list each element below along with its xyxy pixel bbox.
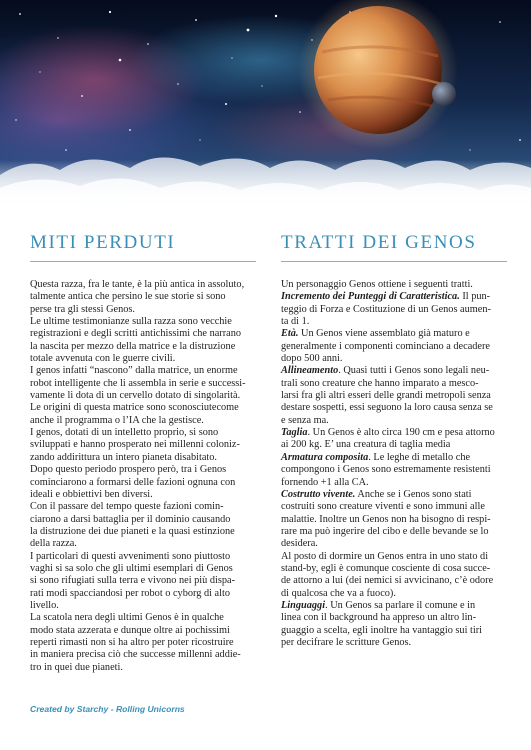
trait-text: generalmente i componenti cominciano a decadere	[281, 340, 490, 352]
body-line: totale avvenuta con le guerre civili.	[30, 353, 176, 365]
body-line	[281, 600, 526, 612]
body-line: ciarono a darsi battaglia per il dominio causando	[30, 513, 231, 525]
body-line	[281, 588, 526, 600]
credit-line: Created by Starchy - Rolling Unicorns	[30, 704, 185, 714]
body-line: reperti rimasti non si ha altro per poter ricostruire	[30, 636, 234, 648]
trait-text: Un Genos viene assemblato già maturo e	[298, 328, 470, 340]
trait-text: dopo 500 anni.	[281, 353, 343, 365]
body-line: La scatola nera degli ultimi Genos è in qualche	[30, 612, 224, 624]
trait-text: . Le leghe di metallo che	[368, 451, 471, 463]
body-line: I genos, dotati di un intelletto proprio, si sono	[30, 427, 219, 439]
body-line	[281, 625, 526, 637]
body-line	[281, 575, 526, 587]
trait-label: Allineamento	[281, 365, 339, 377]
trait-text: guaggio a scelta, egli inoltre ha vantaggio sui tiri	[281, 624, 483, 636]
trait-text: rare ma può ingerire del cibo e delle bevande se lo	[281, 525, 489, 537]
body-line	[281, 353, 526, 365]
trait-text: per decifrare le scritture Genos.	[281, 636, 412, 648]
body-line	[281, 551, 526, 563]
body-line: robot intelligente che li assembla in serie e successi-	[30, 377, 246, 389]
space-planet-illustration	[0, 0, 531, 225]
trait-text: Il pun-	[459, 291, 491, 303]
body-line	[281, 427, 526, 439]
body-line	[281, 489, 526, 501]
body-line	[281, 304, 526, 316]
body-line	[281, 501, 526, 513]
body-line	[281, 526, 526, 538]
trait-text: malattie. Inoltre un Genos non ha bisogno di respi-	[281, 513, 491, 525]
body-line: vaghi si sa solo che gli ultimi esemplari di Genos	[30, 562, 233, 574]
body-line	[281, 378, 526, 390]
miti-perduti-body	[30, 279, 275, 674]
trait-text: . Un Genos sa parlare il comune e in	[325, 599, 476, 611]
trait-text: larsi fra gli altri esseri delle grandi metropoli senza	[281, 390, 491, 402]
trait-text: fornendo +1 alla CA.	[281, 476, 369, 488]
body-line: zando addirittura un intero pianeta disabitato.	[30, 451, 217, 463]
section-tratti-dei-genos	[281, 232, 526, 649]
heading-divider	[30, 261, 256, 262]
trait-text: . Quasi tutti i Genos sono legali neu-	[338, 365, 490, 377]
body-line: Questa razza, fra le tante, è la più antica in assoluto,	[30, 279, 245, 290]
body-line: rati modi spacciandosi per robot o cyborg di alto	[30, 587, 230, 599]
body-line	[281, 291, 526, 303]
body-line: si sono rifugiati sulla terra e vivono nei più dispa-	[30, 575, 236, 587]
body-line: della razza.	[30, 538, 77, 550]
body-line: Dopo questo periodo prospero però, tra i Genos	[30, 464, 227, 476]
body-line: sviluppati e hanno prosperato nei millenni coloniz-	[30, 439, 240, 451]
trait-text: teggio di Forza e Costituzione di un Genos aumen-	[281, 303, 491, 315]
body-line: I particolari di questi avvenimenti sono piuttosto	[30, 550, 231, 562]
body-line	[281, 402, 526, 414]
trait-label: Linguaggi	[281, 599, 326, 611]
body-line: la distruzione dei due pianeti e la quasi estinzione	[30, 525, 235, 537]
section-heading-tratti-dei-genos: TRATTI DEI GENOS	[281, 232, 477, 253]
body-line	[281, 637, 526, 649]
body-line	[281, 439, 526, 451]
body-line	[281, 477, 526, 489]
body-line: Le ultime testimonianze sulla razza sono vecchie	[30, 316, 232, 328]
body-line: anche il programma o l’IA che la gestisce.	[30, 414, 204, 426]
trait-label: Armatura composita	[281, 451, 369, 463]
body-line: vamente li dota di un cervello dotato di singolarità.	[30, 390, 241, 402]
trait-text: stand-by, egli è comunque cosciente di cosa succe-	[281, 562, 491, 574]
trait-text: destare sospetti, essi seguono la loro causa senza se	[281, 402, 493, 414]
body-line	[281, 612, 526, 624]
body-line: livello.	[30, 599, 59, 611]
body-line: Con il passare del tempo queste fazioni comin-	[30, 501, 224, 513]
body-line	[281, 415, 526, 427]
body-line	[281, 365, 526, 377]
body-line	[281, 341, 526, 353]
body-line: registrazioni e degli scritti antichissimi che narrano	[30, 328, 242, 340]
body-line: la nascita per mezzo della matrice e la distruzione	[30, 340, 236, 352]
section-heading-miti-perduti: MITI PERDUTI	[30, 232, 176, 253]
body-line: Le origini di questa matrice sono sconosciutecome	[30, 402, 239, 414]
trait-text: compongono i Genos sono estremamente resistenti	[281, 464, 491, 476]
body-line	[281, 538, 526, 550]
trait-text: . Un Genos è alto circa 190 cm e pesa attorno	[307, 427, 495, 439]
body-line: talmente antica che persino le sue storie si sono	[30, 291, 226, 303]
trait-text: e senza ma.	[281, 414, 329, 426]
body-line: tro in quei due pianeti.	[30, 661, 123, 673]
body-line	[281, 514, 526, 526]
trait-text: desidera.	[281, 538, 318, 550]
trait-text: ai 200 kg. E’ una creatura di taglia media	[281, 439, 451, 451]
trait-text: di qualcosa che va a fuoco).	[281, 587, 396, 599]
body-line: ideali e obbiettivi ben diversi.	[30, 488, 153, 500]
trait-text: linea con il background ha appreso un altro lin-	[281, 612, 477, 624]
body-line: I genos infatti “nascono” dalla matrice, un enorme	[30, 365, 238, 377]
trait-label: Incremento dei Punteggi di Caratteristica.	[281, 291, 460, 303]
body-line: in maniera precisa ciò che successe millenni addie-	[30, 649, 241, 661]
tratti-dei-genos-body	[281, 279, 526, 649]
trait-text: Un personaggio Genos ottiene i seguenti tratti.	[281, 279, 473, 290]
trait-text: Al posto di dormire un Genos entra in uno stato di	[281, 550, 489, 562]
body-line	[281, 328, 526, 340]
body-line	[281, 390, 526, 402]
trait-text: costruiti sono creature viventi e sono immuni alle	[281, 501, 485, 513]
body-line	[281, 316, 526, 328]
trait-label: Età.	[281, 328, 299, 340]
trait-text: trali sono creature che hanno imparato a mesco-	[281, 377, 479, 389]
body-line	[281, 452, 526, 464]
trait-text: Anche se i Genos sono stati	[355, 488, 472, 500]
trait-label: Costrutto vivente.	[281, 488, 356, 500]
heading-divider	[281, 261, 507, 262]
body-line	[281, 563, 526, 575]
trait-text: ta di 1.	[281, 316, 310, 328]
trait-text: de attorno a lui (dei nemici si avvicinano, c’è odore	[281, 575, 494, 587]
body-line	[281, 464, 526, 476]
body-line: modo stata azzerata e dunque oltre ai pochissimi	[30, 624, 230, 636]
body-line: cominciarono a formarsi delle fazioni ognuna con	[30, 476, 236, 488]
body-line: perse tra gli stessi Genos.	[30, 303, 135, 315]
section-miti-perduti	[30, 232, 275, 674]
body-line	[281, 279, 526, 291]
trait-label: Taglia	[281, 427, 308, 439]
